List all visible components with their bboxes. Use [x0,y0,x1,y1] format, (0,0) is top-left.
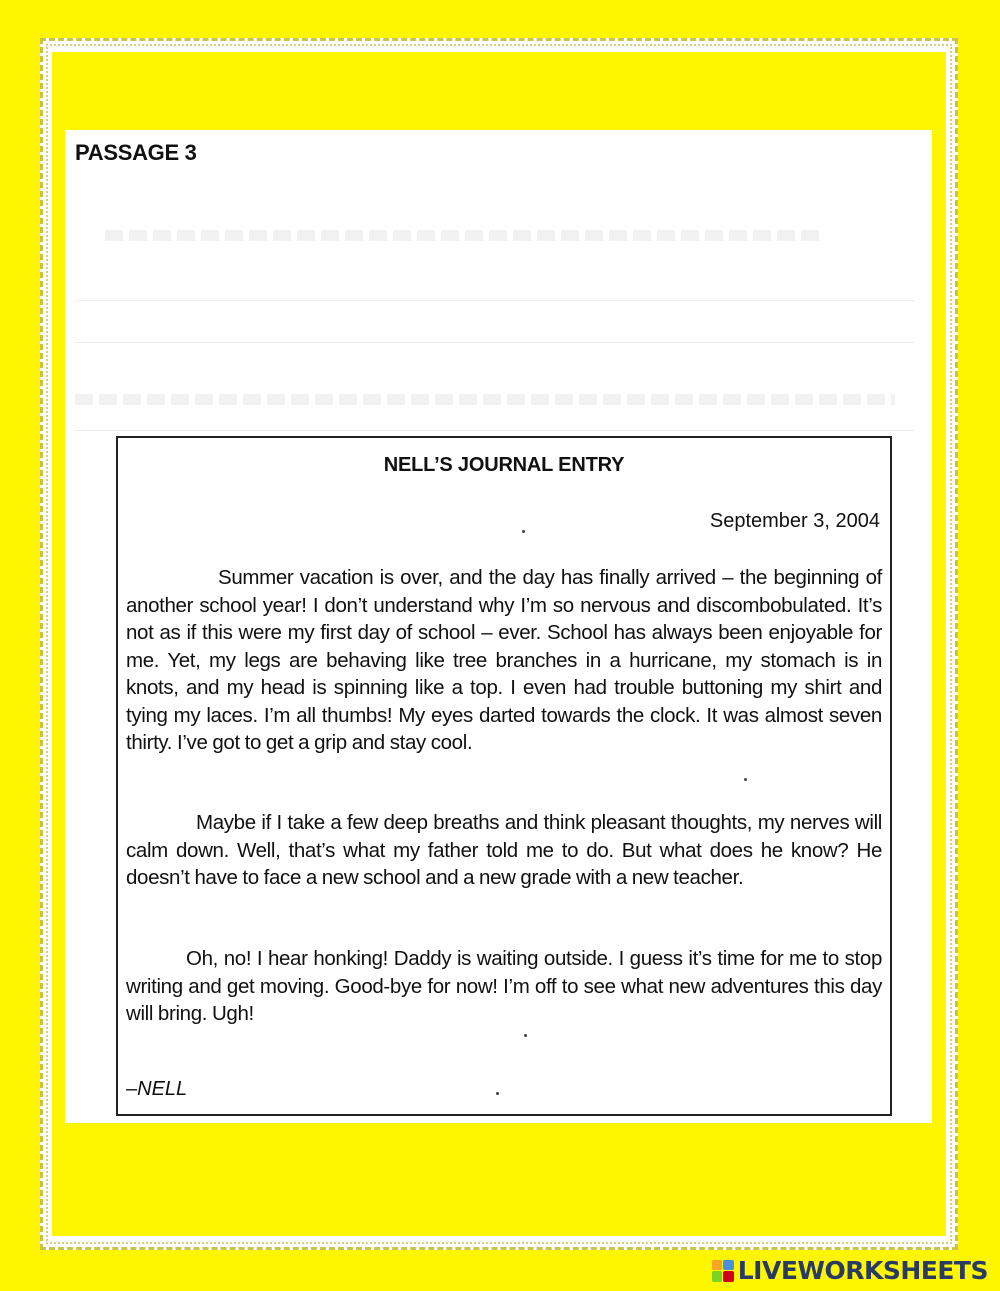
liveworksheets-logo-icon [712,1260,734,1282]
journal-paragraph-text: Summer vacation is over, and the day has finally arrived – the beginning of another school year! I don’t understand why I’m so nervous and discombobulated. It’s not as if this were my first day of school – ever. School has always been enjoyable for me. Yet, my legs are behaving like tree branches in a hurricane, my stomach is in knots, and my head is spinning like a top. I even had trouble buttoning my shirt and tying my laces. I’m all thumbs! My eyes darted towards the clock. It was almost seven thirty. I’ve got to get a grip and stay cool. [126,566,882,754]
journal-entry-box [116,436,892,1116]
show-through-line [105,230,825,241]
scan-speck [744,778,747,781]
journal-paragraph-text: Oh, no! I hear honking! Daddy is waiting outside. I guess it’s time for me to stop writing and get moving. Good-bye for now! I’m off to see what new adventures this day will bring. Ugh! [126,947,882,1025]
scan-speck [524,1034,527,1037]
scan-speck [522,530,525,533]
journal-signature: –NELL [126,1078,188,1100]
scan-speck [496,1092,499,1095]
logo-text: LIVEWORKSHEETS [737,1256,988,1285]
show-through-line [75,300,915,301]
show-through-line [75,394,895,405]
show-through-line [75,342,915,343]
scanned-worksheet [65,130,932,1123]
journal-paragraph-2 [126,809,882,892]
journal-paragraph-3 [126,945,882,1028]
journal-title: NELL’S JOURNAL ENTRY [383,454,625,476]
passage-title: PASSAGE 3 [75,140,197,165]
journal-paragraph-1 [126,564,882,757]
liveworksheets-logo [712,1256,988,1285]
show-through-line [75,430,915,431]
journal-paragraph-text: Maybe if I take a few deep breaths and think pleasant thoughts, my nerves will calm down. Well, that’s what my father told me to do. But what does he know? He doesn’t have to face a new school and a new grade with a new teacher. [126,811,882,889]
journal-date: September 3, 2004 [709,510,880,532]
